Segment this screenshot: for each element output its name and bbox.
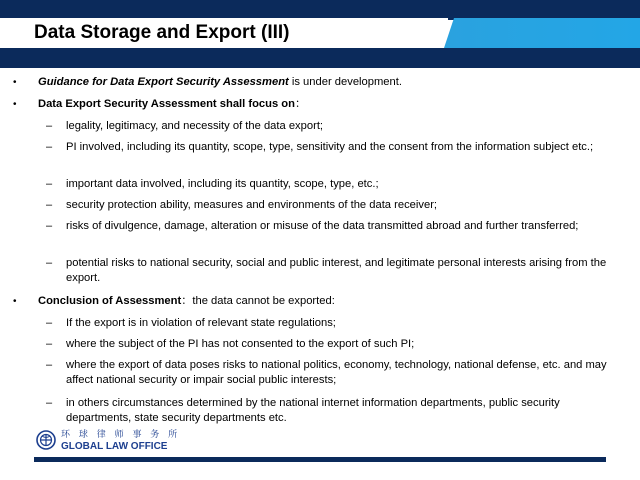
dash-marker: – (46, 199, 53, 211)
focus-colon: ： (294, 98, 307, 110)
slide-title: Data Storage and Export (III) (34, 22, 290, 43)
dash-marker: – (46, 220, 53, 232)
header-bottom-bar (0, 46, 640, 68)
focus-item: PI involved, including its quantity, scope, type, sensitivity and the consent from the information subject etc.; (66, 141, 594, 153)
dash-marker: – (46, 317, 53, 329)
dash-marker: – (46, 178, 53, 190)
conclusion-item: in others circumstances determined by the national internet information departments, public security departments, state security departments etc. (66, 397, 560, 424)
logo-chinese-name: 环 球 律 师 事 务 所 (61, 430, 181, 440)
focus-item: potential risks to national security, social and public interest, and legitimate personal interests arising from the export. (66, 257, 607, 284)
header-top-bar (0, 0, 640, 20)
conclusion-heading: Conclusion of Assessment (38, 295, 182, 307)
bullet-marker: • (13, 77, 17, 88)
dash-marker: – (46, 397, 53, 409)
bullet-marker: • (13, 296, 17, 307)
dash-marker: – (46, 141, 53, 153)
conclusion-item: where the subject of the PI has not consented to the export of such PI; (66, 338, 415, 350)
dash-marker: – (46, 120, 53, 132)
focus-heading: Data Export Security Assessment shall focus on (38, 98, 295, 110)
conclusion-text: ：the data cannot be exported: (181, 295, 335, 307)
global-law-office-logo-icon (36, 430, 56, 450)
focus-item: risks of divulgence, damage, alteration or misuse of the data transmitted abroad and further transferred; (66, 220, 579, 232)
bullet-focus (38, 97, 628, 112)
footer-bar (34, 457, 606, 462)
bullet-conclusion (38, 294, 628, 309)
guidance-text: is under development. (288, 76, 402, 88)
conclusion-item: If the export is in violation of relevant state regulations; (66, 317, 336, 329)
header-accent (444, 18, 640, 48)
conclusion-item: where the export of data poses risks to national politics, economy, technology, national defense, etc. and may affect national security or impair social public interests; (66, 359, 607, 386)
dash-marker: – (46, 338, 53, 350)
bullet-marker: • (13, 99, 17, 110)
focus-item: important data involved, including its quantity, scope, type, etc.; (66, 178, 379, 190)
dash-marker: – (46, 359, 53, 371)
focus-item: legality, legitimacy, and necessity of the data export; (66, 120, 324, 132)
dash-marker: – (46, 257, 53, 269)
logo-english-name: GLOBAL LAW OFFICE (61, 441, 168, 452)
bullet-guidance (38, 75, 628, 90)
focus-item: security protection ability, measures and environments of the data receiver; (66, 199, 438, 211)
guidance-title: Guidance for Data Export Security Assessment (38, 76, 289, 88)
